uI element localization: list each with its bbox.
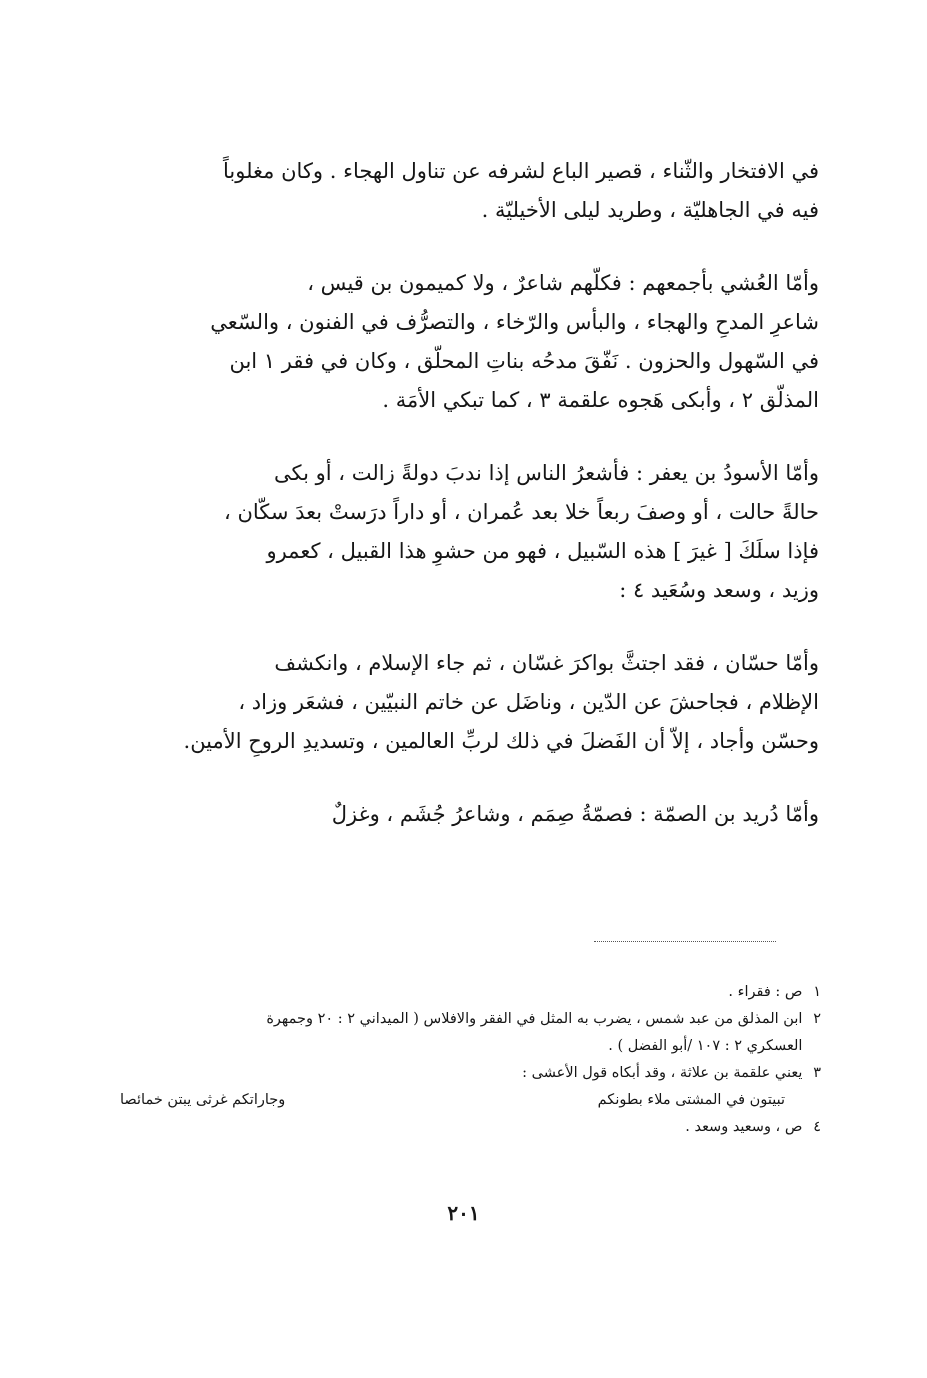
footnote-text: ص ، وسعيد وسعد .: [685, 1119, 803, 1135]
paragraph: [108, 152, 819, 230]
verse-second-hemistich: وجاراتكم غرثى يبتن خمائصا: [120, 1092, 286, 1108]
text-line: شاعرِ المدحِ والهجاء ، والبأس والرّخاء ، والتصرُّف في الفنون ، والسّعي: [210, 310, 819, 334]
footnote-2-continued: [106, 1033, 821, 1060]
footnote-4: [106, 1114, 821, 1141]
text-line: الإظلام ، فجاحشَ عن الدّين ، وناضَل عن خاتم النبيّين ، فشعَر وزاد ،: [238, 690, 819, 714]
footnote-text: ابن المذلق من عبد شمس ، يضرب به المثل في الفقر والافلاس ( الميداني ٢ : ٢٠ وجمهرة: [266, 1011, 803, 1027]
verse-first-hemistich: تبيتون في المشتى ملاء بطونكم: [597, 1092, 785, 1108]
text-line: حالةً حالت ، أو وصفَ ربعاً خلا بعد عُمران ، أو داراً درَستْ بعدَ سكّان ،: [224, 500, 819, 524]
footnote-text: العسكري ٢ : ١٠٧ /أبو الفضل ) .: [608, 1038, 803, 1054]
footnotes: [106, 979, 821, 1141]
text-line: المذلّق ٢ ، وأبكى هَجوه علقمة ٣ ، كما تبكي الأمَة .: [382, 388, 819, 412]
footnote-1: [106, 979, 821, 1006]
main-text: [108, 152, 819, 868]
footnote-text: يعني علقمة بن علاثة ، وقد أبكاه قول الأعشى :: [522, 1065, 803, 1081]
text-line: في السّهول والحزون . نَفّقَ مدحُه بناتِ المحلّق ، وكان في فقر ١ ابن: [229, 349, 819, 373]
paragraph: [108, 795, 819, 834]
footnote-2: [106, 1006, 821, 1033]
paragraph: [108, 454, 819, 610]
text-line: وأمّا العُشي بأجمعهم : فكلّهم شاعرٌ ، ولا كميمون بن قيس ،: [307, 271, 819, 295]
footnote-separator: [594, 941, 776, 942]
text-line: فيه في الجاهليّة ، وطريد ليلى الأخيليّة .: [481, 198, 819, 222]
footnote-number: ٣: [813, 1065, 821, 1081]
footnote-text: ص : فقراء .: [728, 984, 803, 1000]
footnote-number: ٢: [813, 1011, 821, 1027]
page-number: ٢٠١: [447, 1201, 480, 1225]
text-line: وأمّا الأسودُ بن يعفر : فأشعرُ الناس إذا ندبَ دولةً زالت ، أو بكى: [274, 461, 819, 485]
verse-line: [106, 1087, 821, 1114]
paragraph: [108, 644, 819, 761]
text-line: فإذا سلَكَ [ غيرَ ] هذه السّبيل ، فهو من حشوِ هذا القبيل ، كعمرو: [266, 539, 819, 563]
footnote-number: ١: [813, 984, 821, 1000]
text-line: وحسّن وأجاد ، إلاّ أن الفَضلَ في ذلك لربِّ العالمين ، وتسديدِ الروحِ الأمين.: [183, 729, 819, 753]
footnote-number: ٤: [813, 1119, 821, 1135]
text-line: وأمّا دُريد بن الصمّة : فصمّةُ صِمَم ، وشاعرُ جُشَم ، وغزلٌ: [331, 802, 819, 826]
text-line: في الافتخار والثّناء ، قصير الباع لشرفه عن تناول الهجاء . وكان مغلوباً: [222, 159, 819, 183]
paragraph: [108, 264, 819, 420]
text-line: وأمّا حسّان ، فقد اجتثَّ بواكرَ غسّان ، ثم جاء الإسلام ، وانكشف: [274, 651, 819, 675]
text-line: وزيد ، وسعد وسُعَيد ٤ :: [619, 578, 819, 602]
footnote-3: [106, 1060, 821, 1087]
